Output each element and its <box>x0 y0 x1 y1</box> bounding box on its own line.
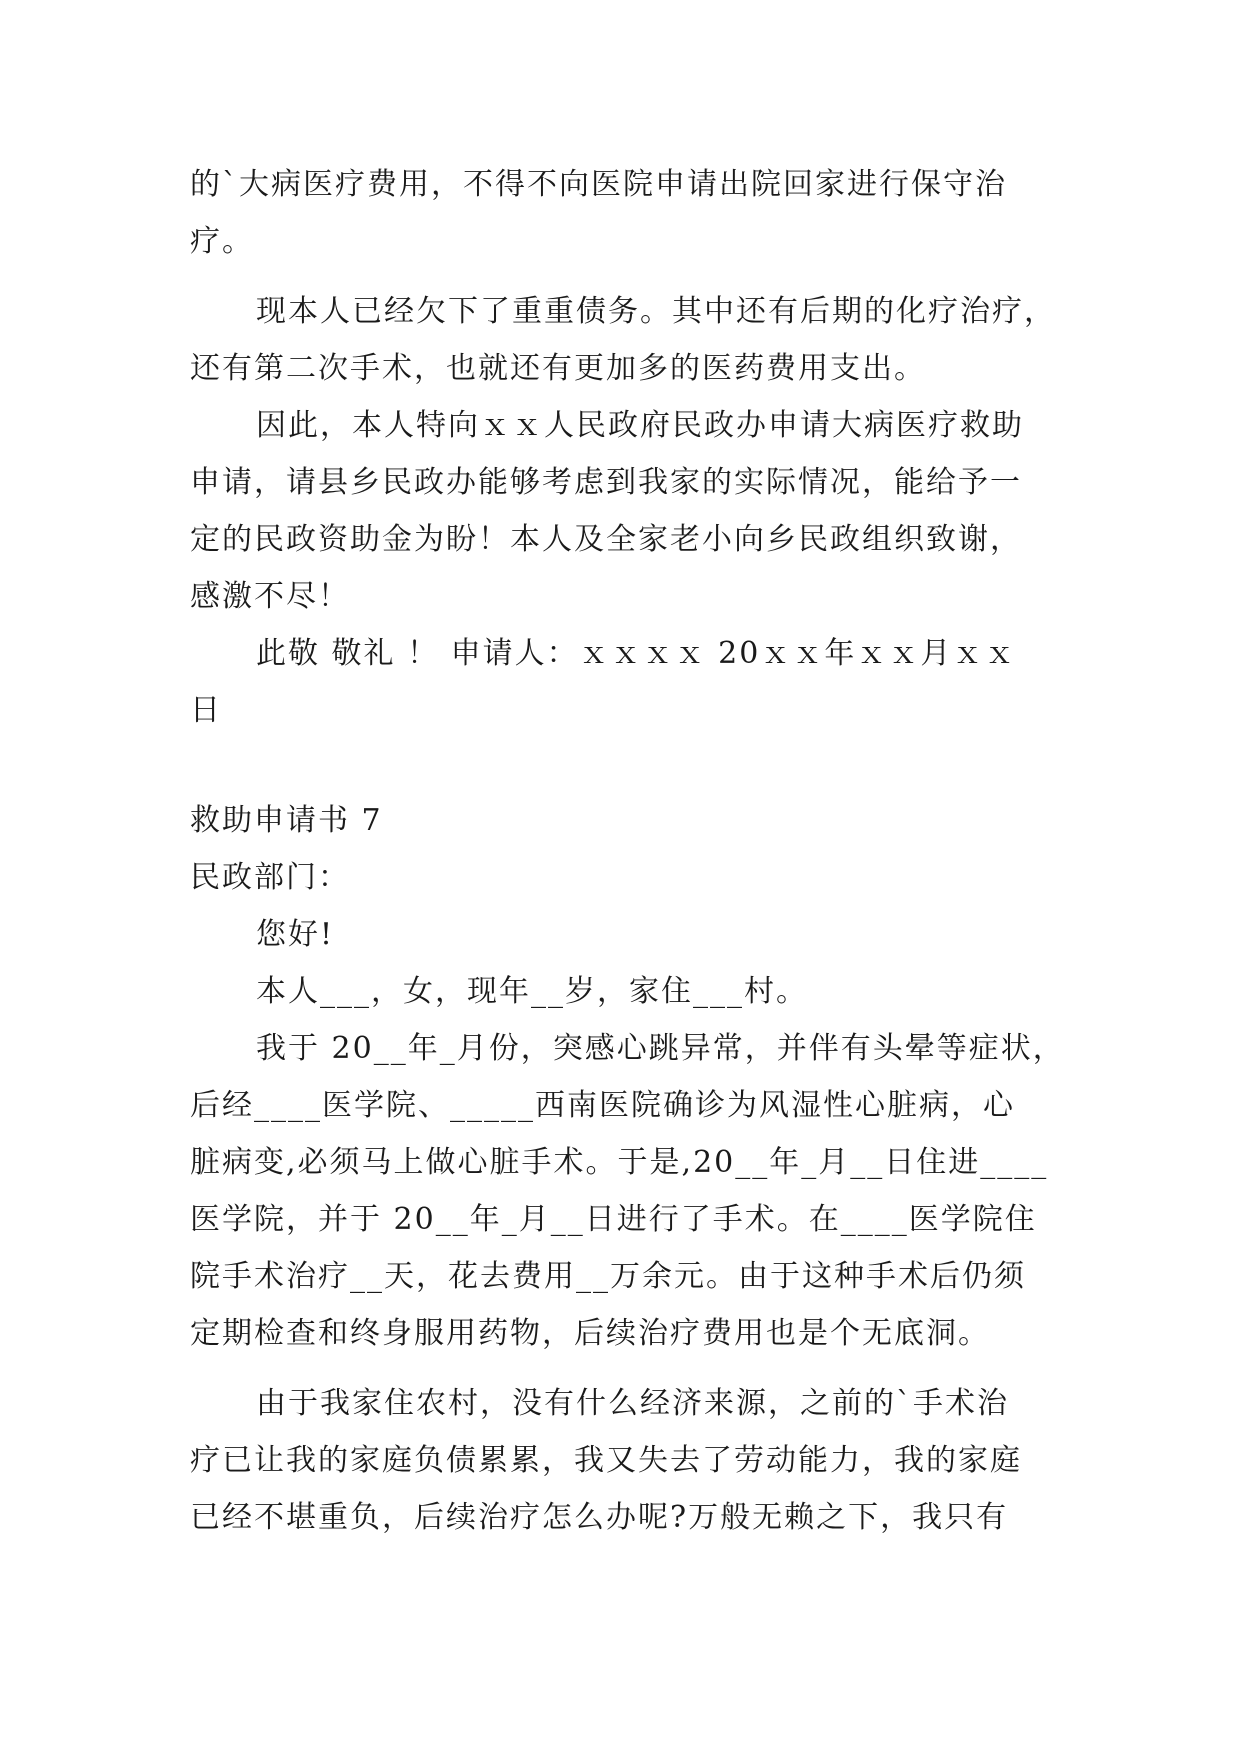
body-text-line: 本人___，女，现年__岁，家住___村。 <box>256 974 808 1009</box>
body-text-line: 由于我家住农村，没有什么经济来源，之前的`手术治 <box>256 1386 1009 1421</box>
body-text-line: 脏病变,必须马上做心脏手术。于是,20__年_月__日住进____ <box>190 1145 1049 1180</box>
body-text-line: 已经不堪重负，后续治疗怎么办呢?万般无赖之下，我只有 <box>190 1500 1009 1535</box>
body-text-line: 现本人已经欠下了重重债务。其中还有后期的化疗治疗， <box>256 294 1056 329</box>
signature-line: 此敬 敬礼 ！ 申请人：ｘｘｘｘ 20ｘｘ年ｘｘ月ｘｘ <box>256 636 1017 671</box>
body-text-line: 我于 20__年_月份，突感心跳异常，并伴有头晕等症状， <box>256 1031 1065 1066</box>
greeting: 您好! <box>256 917 335 952</box>
salutation: 民政部门： <box>190 860 350 895</box>
body-text-line: 定期检查和终身服用药物，后续治疗费用也是个无底洞。 <box>190 1316 990 1351</box>
body-text-line: 疗已让我的家庭负债累累，我又失去了劳动能力，我的家庭 <box>190 1443 1022 1478</box>
body-text-line: 申请，请县乡民政办能够考虑到我家的实际情况，能给予一 <box>190 465 1022 500</box>
body-text-line: 医学院，并于 20__年_月__日进行了手术。在____医学院住 <box>190 1202 1037 1237</box>
section-title: 救助申请书 7 <box>190 803 383 838</box>
body-text-line: 日 <box>190 693 222 728</box>
body-text-line: 定的民政资助金为盼！本人及全家老小向乡民政组织致谢， <box>190 522 1022 557</box>
body-text-line: 感激不尽！ <box>190 579 350 614</box>
body-text-line: 院手术治疗__天，花去费用__万余元。由于这种手术后仍须 <box>190 1259 1026 1294</box>
body-text-line: 的`大病医疗费用，不得不向医院申请出院回家进行保守治 <box>190 167 1007 202</box>
body-text-line: 还有第二次手术，也就还有更加多的医药费用支出。 <box>190 351 926 386</box>
body-text-line: 后经____医学院、_____西南医院确诊为风湿性心脏病，心 <box>190 1088 1015 1123</box>
body-text-line: 因此，本人特向ｘｘ人民政府民政办申请大病医疗救助 <box>256 408 1024 443</box>
body-text-line: 疗。 <box>190 224 254 259</box>
